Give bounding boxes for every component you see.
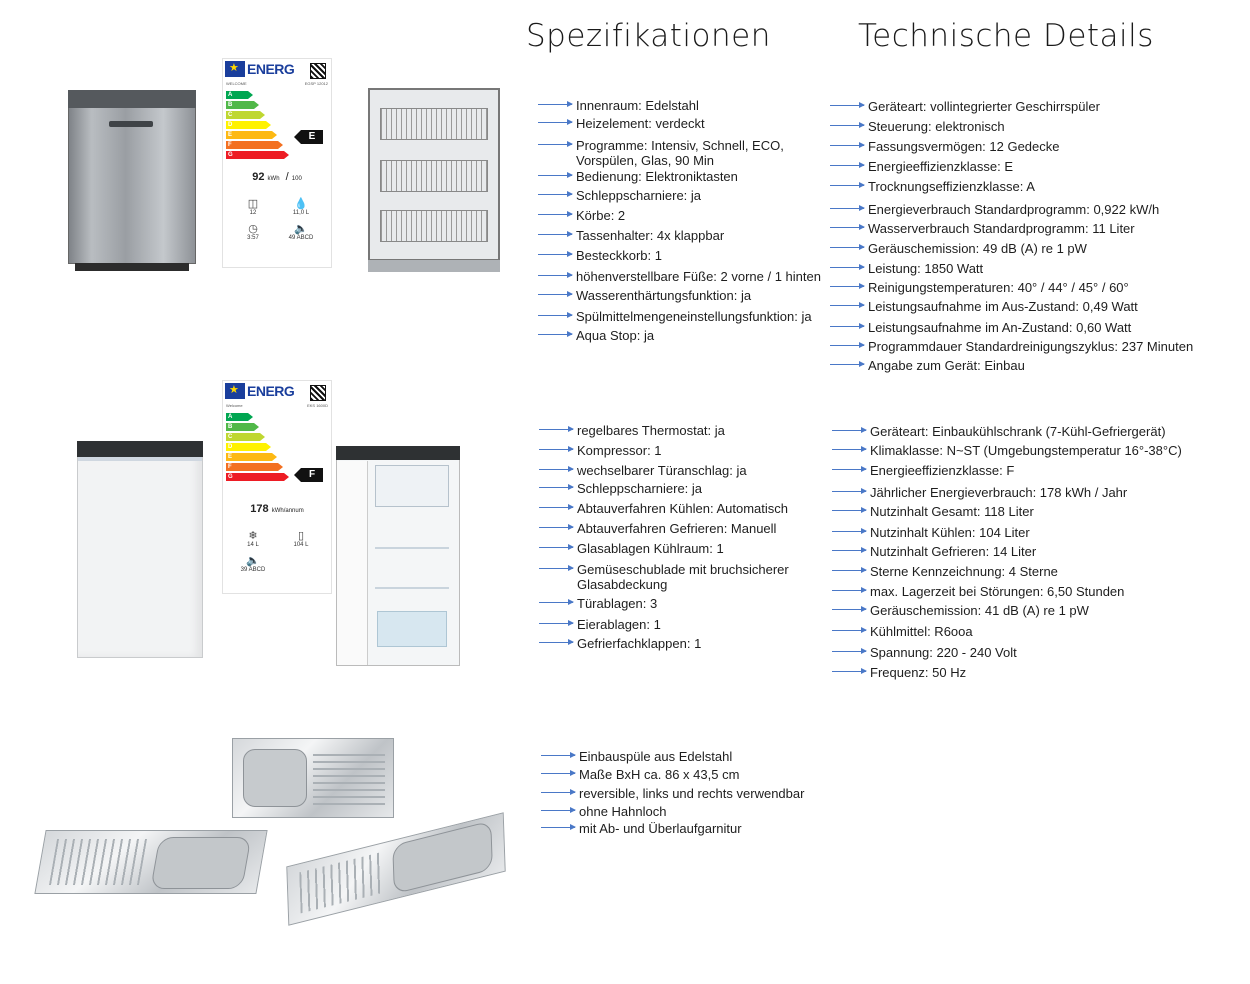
arrow-icon [541,755,575,756]
arrow-icon [832,609,866,610]
arrow-icon [538,334,572,335]
band-b: B [226,423,254,431]
label-icons [231,529,323,579]
band-g: G [226,473,284,481]
label-maker: Welcome [226,403,243,408]
arrow-icon [832,550,866,551]
energy-scale [226,91,284,161]
arrow-icon [539,449,573,450]
band-d: D [226,121,266,129]
arrow-icon [832,430,866,431]
sink-left-image [34,830,267,894]
arrow-icon [830,305,864,306]
snowflake-icon: ❄ 14 L [247,530,259,548]
arrow-icon [830,208,864,209]
fridge-open-image [336,446,460,666]
band-a: A [226,413,248,421]
arrow-icon [830,145,864,146]
arrow-icon [539,602,573,603]
specifications-heading: Spezifikationen [526,18,771,54]
arrow-icon [832,630,866,631]
eu-flag-icon [225,383,245,399]
band-a: A [226,91,248,99]
arrow-icon [539,507,573,508]
arrow-icon [832,531,866,532]
eu-flag-icon [225,61,245,77]
arrow-icon [830,267,864,268]
arrow-icon [832,510,866,511]
water-icon: 💧 11,0 L [292,198,310,216]
arrow-icon [541,827,575,828]
arrow-icon [830,286,864,287]
arrow-icon [830,345,864,346]
arrow-icon [832,570,866,571]
arrow-icon [538,315,572,316]
arrow-icon [830,125,864,126]
fridge-energy-label [222,380,332,594]
label-model: EKS 1600D [307,403,328,408]
qr-code-icon [310,385,326,401]
arrow-icon [538,194,572,195]
energy-consumption: 92 kWh / 100 [252,171,302,183]
arrow-icon [538,214,572,215]
rating-tag: E [301,130,323,144]
band-e: E [226,131,272,139]
qr-code-icon [310,63,326,79]
arrow-icon [541,792,575,793]
arrow-icon [830,227,864,228]
band-b: B [226,101,254,109]
arrow-icon [832,449,866,450]
arrow-icon [539,547,573,548]
label-model: EGSP 12012 [304,81,328,86]
band-f: F [226,141,278,149]
energy-label-brand: ENERG [247,61,295,77]
label-icons [231,197,323,247]
arrow-icon [541,773,575,774]
rating-tag: F [301,468,323,482]
fridge-closed-image [77,441,203,658]
arrow-icon [832,651,866,652]
arrow-icon [832,671,866,672]
arrow-icon [539,642,573,643]
arrow-icon [539,568,573,569]
bottle-icon: ▯ 104 L [293,530,309,548]
dishwasher-energy-label [222,58,332,268]
arrow-icon [539,527,573,528]
place-settings-icon: ◫ 12 [247,198,259,216]
sink-top-image [232,738,394,818]
arrow-icon [538,122,572,123]
speaker-icon: 🔈 49 ABCD [288,223,314,241]
arrow-icon [538,175,572,176]
speaker-icon: 🔈 39 ABCD [240,555,266,573]
clock-icon: ◷ 3:57 [247,223,259,241]
arrow-icon [830,247,864,248]
arrow-icon [832,491,866,492]
arrow-icon [830,364,864,365]
band-e: E [226,453,272,461]
arrow-icon [539,487,573,488]
arrow-icon [538,234,572,235]
arrow-icon [538,104,572,105]
band-c: C [226,433,260,441]
arrow-icon [830,185,864,186]
arrow-icon [541,810,575,811]
band-f: F [226,463,278,471]
energy-consumption: 178 kWh/annum [250,503,304,515]
dishwasher-open-image [368,88,500,272]
technical-details-heading: Technische Details [858,18,1154,54]
sink-right-image [286,812,505,925]
arrow-icon [538,254,572,255]
arrow-icon [539,623,573,624]
dishwasher-front-image [68,90,196,264]
arrow-icon [539,429,573,430]
arrow-icon [832,469,866,470]
arrow-icon [830,326,864,327]
arrow-icon [830,165,864,166]
band-c: C [226,111,260,119]
arrow-icon [538,294,572,295]
arrow-icon [539,469,573,470]
arrow-icon [538,144,572,145]
energy-scale [226,413,284,483]
arrow-icon [832,590,866,591]
arrow-icon [830,105,864,106]
band-d: D [226,443,266,451]
energy-label-brand: ENERG [247,383,295,399]
band-g: G [226,151,284,159]
arrow-icon [538,275,572,276]
label-maker: WELCOME [226,81,247,86]
